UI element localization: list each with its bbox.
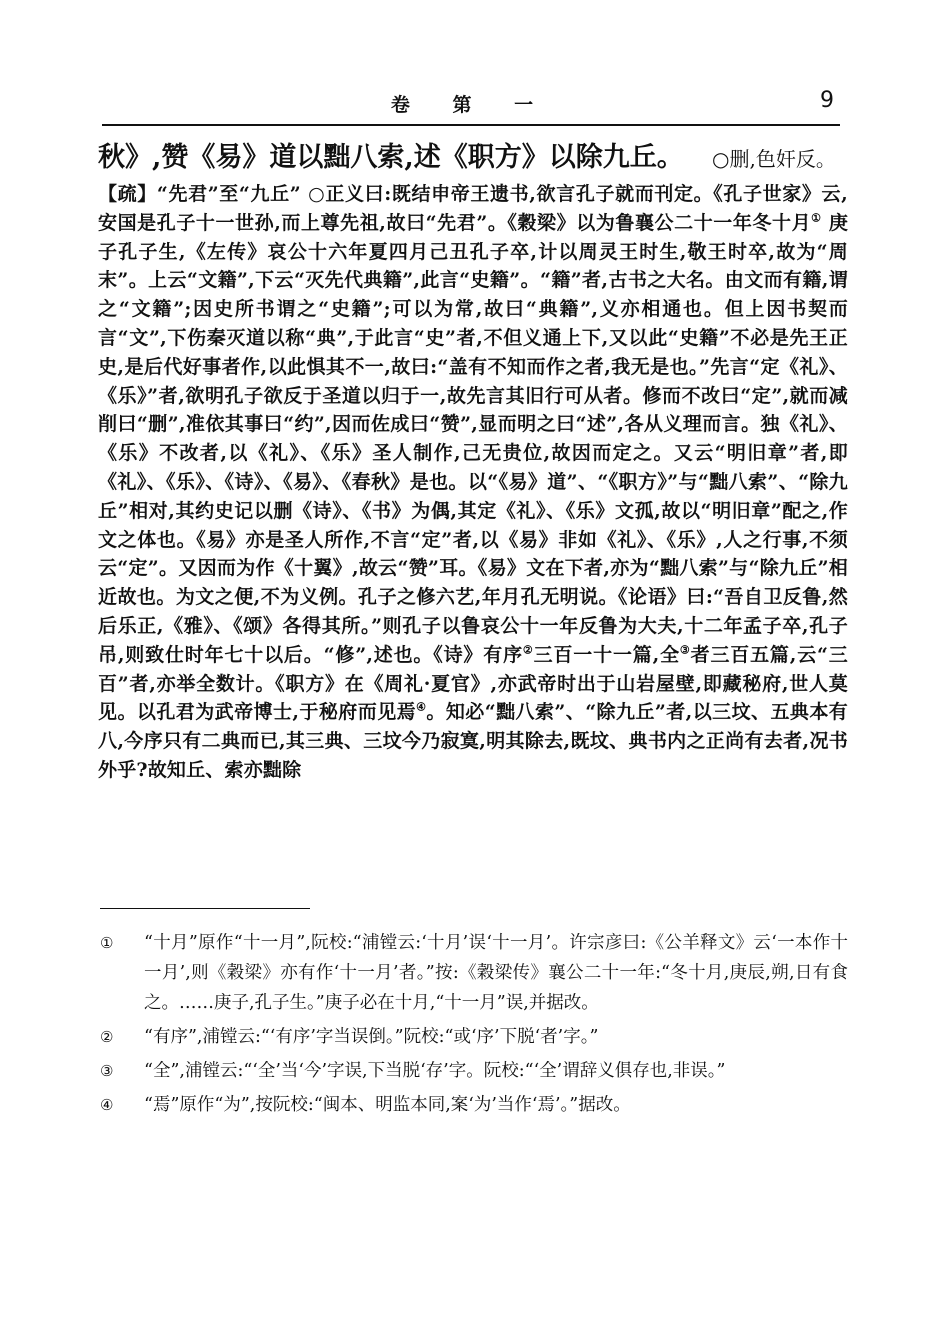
footnote-ref-1: ①	[811, 211, 822, 225]
footnote-text: “十月”原作“十一月”,阮校:“浦镗云:‘十月’误‘十一月’。许宗彦曰:《公羊释文》云‘一本作十一月’,则《穀梁》亦有作‘十一月’者。”按:《穀梁传》襄公二十一年:“冬十月,庚辰,朔,日有食之。……庚子,孔子生。”庚子必在十月,“十一月”误,并据改。	[144, 933, 848, 1013]
chapter-title: 卷 第 一	[390, 94, 552, 116]
commentary-text-2: 庚子孔子生,《左传》哀公十六年夏四月己丑孔子卒,计以周灵王时生,敬王时卒,故为“周末”。上云“文籍”,下云“灭先代典籍”,此言“史籍”。“籍”者,古书之大名。由文而有籍,谓之“文籍”;因史所书谓之“史籍”;可以为常,故曰“典籍”,义亦相通也。但上因书契而言“文”,下伤秦灭道以称“典”,于此言“史”者,不但义通上下,又以此“史籍”不必是先王正史,是后代好事者作,以此惧其不一,故曰:“盖有不知而作之者,我无是也。”先言“定《礼》、《乐》”者,欲明孔子欲反于圣道以归于一,故先言其旧行可从者。修而不改曰“定”,就而减削曰“删”,准依其事曰“约”,因而佐成曰“赞”,显而明之曰“述”,各从义理而言。独《礼》、《乐》不改者,以《礼》、《乐》圣人制作,己无贵位,故因而定之。又云“明旧章”者,即《礼》、《乐》、《诗》、《易》、《春秋》是也。以“《易》道”、“《职方》”与“黜八索”、“除九丘”相对,其约史记以删《诗》、《书》为偶,其定《礼》、《乐》文孤,故以“明旧章”配之,作文之体也。《易》亦是圣人所作,不言“定”者,以《易》非如《礼》、《乐》,人之行事,不须云“定”。又因而为作《十翼》,故云“赞”耳。《易》文在下者,亦为“黜八索”与“除九丘”相近故也。为文之便,不为义例。孔子之修六艺,年月孔无明说。《论语》曰:“吾自卫反鲁,然后乐正,《雅》、《颂》各得其所。”则孔子以鲁哀公十一年反鲁为大夫,十二年孟子卒,孔子吊,则致仕时年七十以后。“修”,述也。《诗》有序	[98, 211, 849, 666]
page-header	[102, 88, 840, 126]
footnote-mark: ④	[100, 1096, 114, 1114]
footnote-mark: ②	[100, 1028, 114, 1046]
commentary-text-1: “先君”至“九丘” ○正义曰:既结申帝王遗书,欲言孔子就而刊定。《孔子世家》云,安国是孔子十一世孙,而上尊先祖,故曰“先君”。《穀梁》以为鲁襄公二十一年冬十月	[98, 183, 848, 234]
footnote-divider	[100, 908, 310, 909]
footnote	[100, 928, 848, 1018]
footnote-mark: ③	[100, 1062, 114, 1080]
commentary-text-4: 者三百五篇,云“三百”者,亦举全数计。《职方》在《周礼·夏官》,亦武帝时出于山岩屋壁,即藏秘府,世人莫见。以孔君为武帝博士,于秘府而见焉	[98, 643, 849, 724]
commentary-tag: 【疏】	[98, 183, 157, 205]
footnote-mark: ①	[100, 934, 114, 952]
commentary-text-3: 三百一十一篇,全	[533, 643, 680, 666]
page-number: 9	[820, 88, 834, 113]
footnote-ref-2: ②	[522, 643, 534, 657]
footnote	[100, 1022, 848, 1052]
footnote-ref-4: ④	[416, 701, 427, 715]
pronunciation-note: ○删,色奸反。	[712, 147, 836, 171]
footnotes	[100, 928, 848, 1124]
commentary-text-5: 。知必“黜八索”、“除九丘”者,以三坟、五典本有八,今序只有二典而已,其三典、三坟今乃寂寞,明其除去,既坟、典书内之正尚有去者,况书外乎?故知丘、索亦黜除	[98, 701, 848, 781]
footnote-text: “有序”,浦镗云:“‘有序’字当误倒。”阮校:“或‘序’下脱‘者’字。”	[144, 1027, 599, 1047]
footnote	[100, 1090, 848, 1120]
footnote	[100, 1056, 848, 1086]
footnote-ref-3: ③	[679, 643, 691, 657]
footnote-text: “焉”原作“为”,按阮校:“闽本、明监本同,案‘为’当作‘焉’。”据改。	[144, 1095, 631, 1115]
main-text	[98, 140, 848, 177]
main-text-body: 秋》,赞《易》道以黜八索,述《职方》以除九丘。	[98, 142, 684, 173]
commentary-paragraph	[98, 180, 848, 785]
footnote-text: “全”,浦镗云:“‘全’当‘今’字误,下当脱‘存’字。阮校:“‘全’谓辞义俱存也,非误。”	[144, 1061, 726, 1081]
